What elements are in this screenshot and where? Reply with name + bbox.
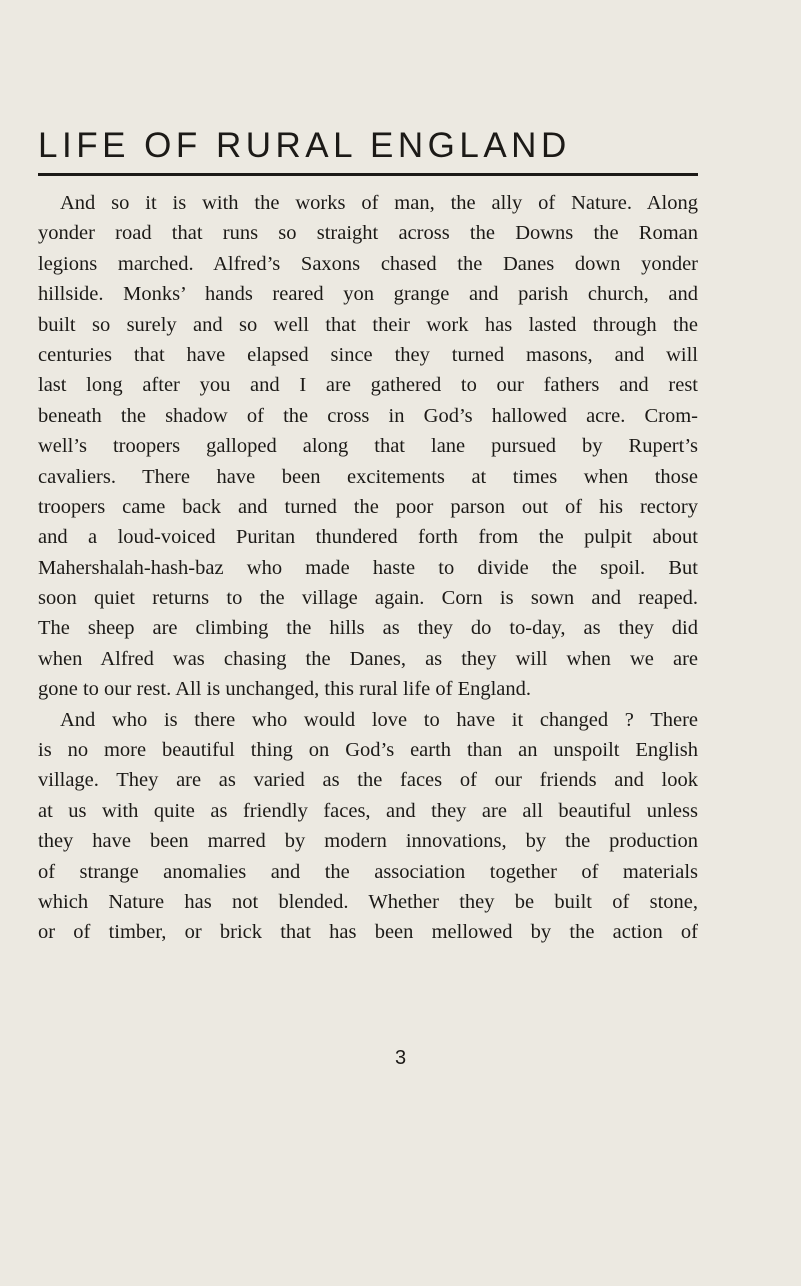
text-line: is no more beautiful thing on God’s earth than an unspoilt English [38, 739, 698, 762]
text-line: beneath the shadow of the cross in God’s hallowed acre. Crom- [38, 404, 698, 427]
running-head: LIFE OF RURAL ENGLAND [38, 126, 571, 165]
paragraph-1 [38, 188, 698, 705]
text-line: And so it is with the works of man, the ally of Nature. Along [60, 192, 698, 214]
text-line: when Alfred was chasing the Danes, as they will when we are [38, 647, 698, 670]
text-line: hillside. Monks’ hands reared yon grange and parish church, and [38, 283, 698, 306]
body-text [38, 188, 698, 948]
text-line: Mahershalah-hash-baz who made haste to divide the spoil. But [38, 556, 698, 579]
text-line: last long after you and I are gathered to our fathers and rest [38, 374, 698, 397]
text-line: village. They are as varied as the faces of our friends and look [38, 769, 698, 792]
text-line: at us with quite as friendly faces, and they are all beautiful unless [38, 799, 698, 822]
text-line: they have been marred by modern innovations, by the production [38, 830, 698, 853]
text-line: which Nature has not blended. Whether they be built of stone, [38, 890, 698, 913]
text-line: well’s troopers galloped along that lane pursued by Rupert’s [38, 435, 698, 458]
header-rule [38, 173, 698, 176]
text-line: and a loud-voiced Puritan thundered forth from the pulpit about [38, 526, 698, 549]
text-line: soon quiet returns to the village again. Corn is sown and reaped. [38, 587, 698, 610]
text-line: cavaliers. There have been excitements at times when those [38, 465, 698, 488]
text-line: yonder road that runs so straight across the Downs the Roman [38, 222, 698, 245]
paragraph-2 [38, 705, 698, 948]
text-line: of strange anomalies and the association together of materials [38, 860, 698, 883]
text-line: or of timber, or brick that has been mellowed by the action of [38, 921, 698, 944]
text-line: The sheep are climbing the hills as they do to-day, as they did [38, 617, 698, 640]
text-line: built so surely and so well that their work has lasted through the [38, 313, 698, 336]
text-line: centuries that have elapsed since they turned masons, and will [38, 343, 698, 366]
text-line: legions marched. Alfred’s Saxons chased the Danes down yonder [38, 252, 698, 275]
page-number: 3 [394, 1047, 407, 1069]
text-line: gone to our rest. All is unchanged, this rural life of England. [38, 678, 532, 701]
text-line: And who is there who would love to have it changed ? There [60, 708, 698, 731]
text-line: troopers came back and turned the poor parson out of his rectory [38, 495, 698, 518]
